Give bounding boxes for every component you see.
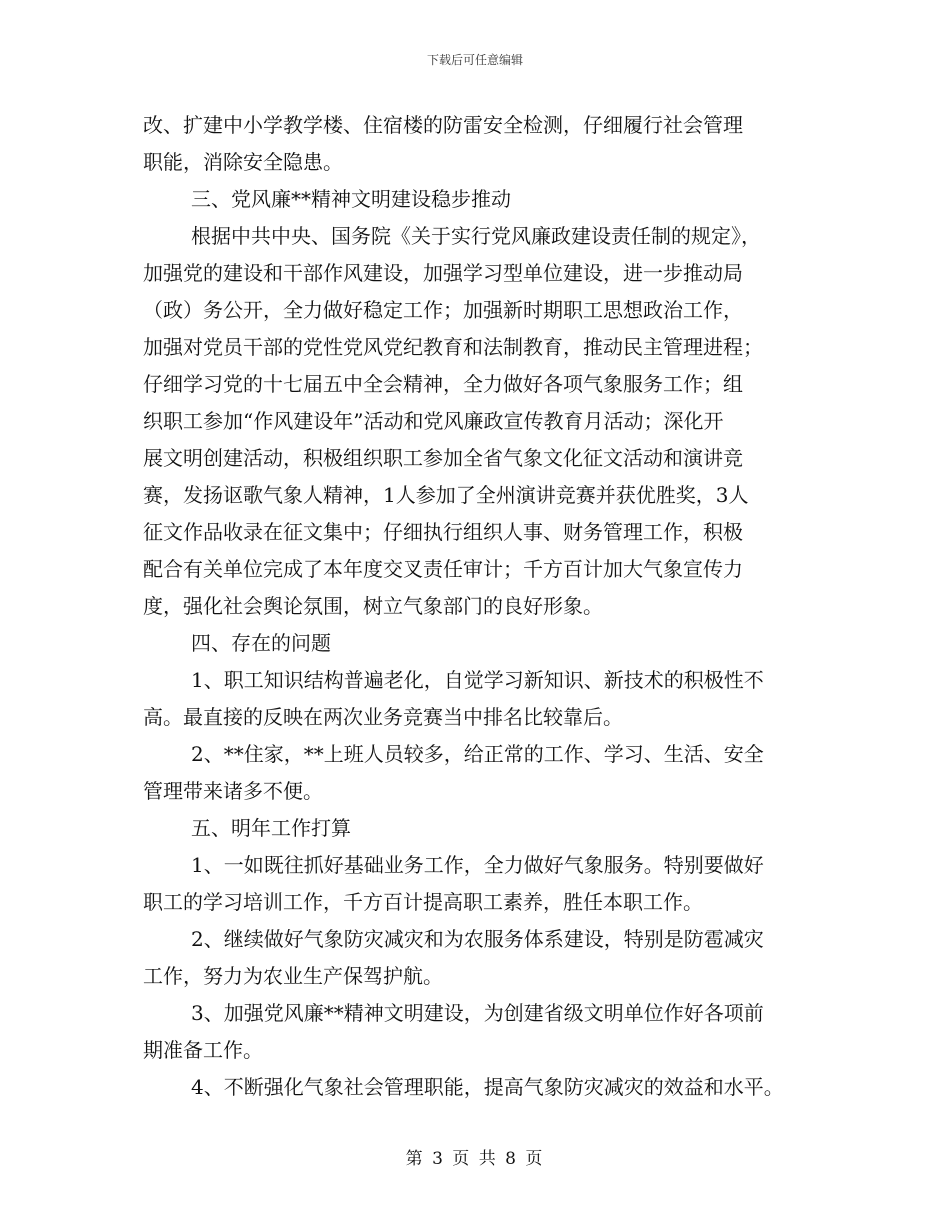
text-line: 征文作品收录在征文集中；仔细执行组织人事、财务管理工作，积极 <box>143 520 743 544</box>
text-line: 配合有关单位完成了本年度交叉责任审计；千方百计加大气象宣传力 <box>143 557 743 581</box>
text-line: 2、**住家，**上班人员较多，给正常的工作、学习、生活、安全 <box>191 742 764 766</box>
text-line: 五、明年工作打算 <box>191 816 351 840</box>
text-line: 工作，努力为农业生产保驾护航。 <box>143 964 443 988</box>
text-line: 改、扩建中小学教学楼、住宿楼的防雷安全检测，仔细履行社会管理 <box>143 113 743 137</box>
text-line: 期准备工作。 <box>143 1038 263 1062</box>
text-line: 1、职工知识结构普遍老化，自觉学习新知识、新技术的积极性不 <box>191 668 764 692</box>
text-line: 仔细学习党的十七届五中全会精神，全力做好各项气象服务工作；组 <box>143 372 743 396</box>
text-line: 加强党的建设和干部作风建设，加强学习型单位建设，进一步推动局 <box>143 261 743 285</box>
page-footer: 第 3 页 共 8 页 <box>405 1149 545 1169</box>
text-line: 管理带来诸多不便。 <box>143 779 323 803</box>
text-line: 1、一如既往抓好基础业务工作，全力做好气象服务。特别要做好 <box>191 853 764 877</box>
text-line: 赛，发扬讴歌气象人精神，1人参加了全州演讲竞赛并获优胜奖，3人 <box>143 483 749 507</box>
document-body <box>143 107 823 1106</box>
text-line: 织职工参加“作风建设年”活动和党风廉政宣传教育月活动；深化开 <box>143 409 724 433</box>
page-header: 下载后可任意编辑 <box>426 53 523 67</box>
text-line: 高。最直接的反映在两次业务竞赛当中排名比较靠后。 <box>143 705 623 729</box>
text-line: （政）务公开，全力做好稳定工作；加强新时期职工思想政治工作， <box>143 298 743 322</box>
text-line: 加强对党员干部的党性党风党纪教育和法制教育，推动民主管理进程； <box>143 335 763 359</box>
text-line: 职工的学习培训工作，千方百计提高职工素养，胜任本职工作。 <box>143 890 703 914</box>
text-line: 三、党风廉**精神文明建设稳步推动 <box>191 187 511 211</box>
text-line: 3、加强党风廉**精神文明建设，为创建省级文明单位作好各项前 <box>191 1001 764 1025</box>
text-line: 展文明创建活动，积极组织职工参加全省气象文化征文活动和演讲竞 <box>143 446 743 470</box>
text-line: 度，强化社会舆论氛围，树立气象部门的良好形象。 <box>143 594 603 618</box>
text-line: 4、不断强化气象社会管理职能，提高气象防灾减灾的效益和水平。 <box>191 1075 784 1099</box>
text-line: 职能，消除安全隐患。 <box>143 150 343 174</box>
text-line: 四、存在的问题 <box>191 631 331 655</box>
text-line: 2、继续做好气象防灾减灾和为农服务体系建设，特别是防雹减灾 <box>191 927 764 951</box>
text-line: 根据中共中央、国务院《关于实行党风廉政建设责任制的规定》， <box>191 224 761 248</box>
